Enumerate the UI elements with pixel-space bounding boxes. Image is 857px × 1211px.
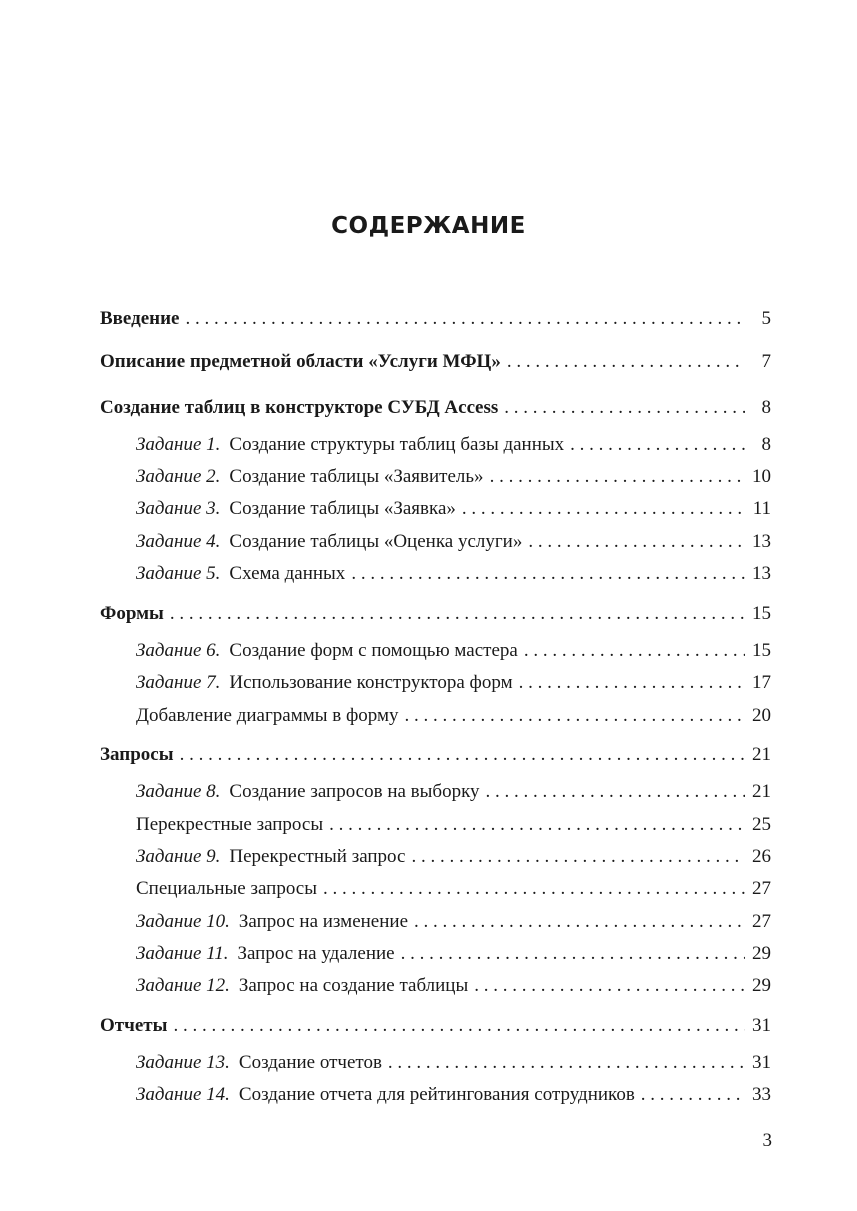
toc-entry-text: Запрос на изменение: [238, 911, 408, 932]
toc-leader-dots: [170, 601, 745, 627]
toc-leader-dots: [411, 844, 745, 870]
toc-entry-page: 8: [761, 434, 771, 455]
toc-entry-page: 17: [752, 672, 771, 693]
toc-entry-page: 20: [752, 705, 771, 726]
toc-leader-dots: [180, 742, 745, 768]
toc-entry-task-prefix: Задание 14.: [136, 1084, 230, 1105]
toc-leader-dots: [570, 432, 745, 458]
toc-entry-label: [100, 1013, 167, 1039]
toc-entry-page: 8: [761, 397, 771, 418]
toc-entry: [136, 973, 771, 999]
toc-entry: [136, 779, 771, 805]
toc-entry: [136, 812, 771, 838]
toc-leader-dots: [504, 395, 745, 421]
toc-leader-dots: [405, 703, 745, 729]
toc-entry: [136, 529, 771, 555]
toc-entry-label: [100, 306, 180, 332]
toc-entry-label: [136, 432, 564, 458]
toc-leader-dots: [323, 876, 745, 902]
toc-entry-label: [136, 844, 405, 870]
toc-entry-page: 29: [752, 943, 771, 964]
toc-entry-text: Создание таблиц в конструкторе СУБД Access: [100, 397, 499, 418]
toc-entry-text: Создание структуры таблиц базы данных: [229, 434, 565, 455]
toc-entry-page: 33: [752, 1084, 771, 1105]
toc-entry-label: [136, 496, 456, 522]
toc-leader-dots: [351, 561, 745, 587]
toc-entry-page: 15: [752, 640, 771, 661]
toc-entry: [136, 496, 771, 522]
toc-entry-text: Отчеты: [100, 1015, 168, 1036]
toc-entry-text: Запросы: [100, 744, 174, 765]
toc-entry-label: [136, 638, 518, 664]
toc-entry-text: Перекрестные запросы: [136, 814, 324, 835]
toc-entry-page: 15: [752, 603, 771, 624]
toc-entry-task-prefix: Задание 3.: [136, 498, 221, 519]
toc-entry-text: Использование конструктора форм: [229, 672, 513, 693]
toc-entry-text: Создание отчета для рейтингования сотрудников: [238, 1084, 635, 1105]
toc-entry: [136, 638, 771, 664]
toc-entry-page: 25: [752, 814, 771, 835]
toc-entry-task-prefix: Задание 8.: [136, 781, 221, 802]
toc-entry: [136, 670, 771, 696]
toc-entry-label: [100, 601, 164, 627]
toc-entry-task-prefix: Задание 6.: [136, 640, 221, 661]
toc-entry: [136, 844, 771, 870]
toc-entry-page: 10: [752, 466, 771, 487]
toc-entry-label: [136, 703, 399, 729]
toc-leader-dots: [388, 1050, 745, 1076]
toc-entry-label: [136, 779, 480, 805]
toc-leader-dots: [414, 909, 745, 935]
toc-entry-label: [136, 973, 468, 999]
toc-entry-label: [136, 464, 484, 490]
toc-entry: [100, 395, 771, 421]
toc-entry: [100, 349, 771, 375]
toc-leader-dots: [490, 464, 745, 490]
toc-entry: [136, 876, 771, 902]
toc-entry-label: [100, 742, 174, 768]
toc-entry-text: Перекрестный запрос: [229, 846, 406, 867]
toc-entry: [136, 464, 771, 490]
toc-entry: [136, 432, 771, 458]
toc-entry-text: Описание предметной области «Услуги МФЦ»: [100, 351, 501, 372]
toc-entry: [100, 742, 771, 768]
toc-entry-task-prefix: Задание 7.: [136, 672, 221, 693]
toc-entry-text: Запрос на создание таблицы: [238, 975, 469, 996]
toc-entry-page: 27: [752, 911, 771, 932]
toc-leader-dots: [524, 638, 745, 664]
toc-entry-label: [136, 670, 513, 696]
toc-entry: [136, 1050, 771, 1076]
toc-entry: [100, 601, 771, 627]
toc-entry-text: Создание таблицы «Заявка»: [229, 498, 456, 519]
toc-leader-dots: [474, 973, 745, 999]
toc-entry-text: Схема данных: [229, 563, 346, 584]
toc-entry-label: [136, 812, 323, 838]
toc-leader-dots: [641, 1082, 745, 1108]
page-title: СОДЕРЖАНИЕ: [331, 213, 526, 239]
toc-leader-dots: [519, 670, 745, 696]
toc-entry-page: 11: [752, 498, 771, 519]
toc-entry: [100, 306, 771, 332]
toc-entry-task-prefix: Задание 2.: [136, 466, 221, 487]
toc-entry-label: [100, 349, 501, 375]
toc-entry-task-prefix: Задание 12.: [136, 975, 230, 996]
toc-entry-page: 31: [752, 1015, 771, 1036]
toc-entry-task-prefix: Задание 10.: [136, 911, 230, 932]
toc-entry-text: Запрос на удаление: [237, 943, 395, 964]
toc-leader-dots: [329, 812, 745, 838]
toc-entry-page: 31: [752, 1052, 771, 1073]
toc-leader-dots: [528, 529, 745, 555]
toc-entry-label: [136, 1082, 635, 1108]
toc-entry-text: Специальные запросы: [136, 878, 318, 899]
toc-entry-page: 13: [752, 563, 771, 584]
toc-leader-dots: [462, 496, 745, 522]
toc-entry-task-prefix: Задание 13.: [136, 1052, 230, 1073]
toc-entry-label: [136, 876, 317, 902]
toc-entry: [136, 703, 771, 729]
toc-entry: [136, 941, 771, 967]
toc-leader-dots: [507, 349, 745, 375]
toc-entry-text: Введение: [100, 308, 180, 329]
toc-entry-label: [136, 529, 522, 555]
page-number: 3: [762, 1130, 772, 1151]
toc-entry: [136, 561, 771, 587]
toc-leader-dots: [486, 779, 745, 805]
toc-entry-text: Добавление диаграммы в форму: [136, 705, 399, 726]
toc-entry-page: 27: [752, 878, 771, 899]
toc-entry-label: [136, 941, 395, 967]
toc-entry-text: Создание отчетов: [238, 1052, 382, 1073]
toc-entry-task-prefix: Задание 9.: [136, 846, 221, 867]
toc-entry-page: 13: [752, 531, 771, 552]
toc-entry: [100, 1013, 771, 1039]
toc-leader-dots: [173, 1013, 745, 1039]
toc-entry-text: Формы: [100, 603, 164, 624]
toc-entry-text: Создание таблицы «Заявитель»: [229, 466, 484, 487]
toc-leader-dots: [186, 306, 746, 332]
toc-entry: [136, 909, 771, 935]
toc-leader-dots: [401, 941, 745, 967]
toc-entry-page: 26: [752, 846, 771, 867]
toc-entry-text: Создание таблицы «Оценка услуги»: [229, 531, 523, 552]
toc-entry-task-prefix: Задание 4.: [136, 531, 221, 552]
toc-entry-text: Создание форм с помощью мастера: [229, 640, 518, 661]
toc-entry-page: 29: [752, 975, 771, 996]
toc-entry-task-prefix: Задание 11.: [136, 943, 229, 964]
toc-entry-label: [100, 395, 498, 421]
toc-entry-label: [136, 1050, 382, 1076]
toc-entry-page: 21: [752, 781, 771, 802]
toc-entry-label: [136, 909, 408, 935]
toc-entry-page: 7: [761, 351, 771, 372]
toc-entry-page: 5: [761, 308, 771, 329]
toc-entry-label: [136, 561, 345, 587]
toc-entry: [136, 1082, 771, 1108]
toc-entry-text: Создание запросов на выборку: [229, 781, 480, 802]
toc-entry-task-prefix: Задание 5.: [136, 563, 221, 584]
toc-entry-page: 21: [752, 744, 771, 765]
toc-entry-task-prefix: Задание 1.: [136, 434, 221, 455]
